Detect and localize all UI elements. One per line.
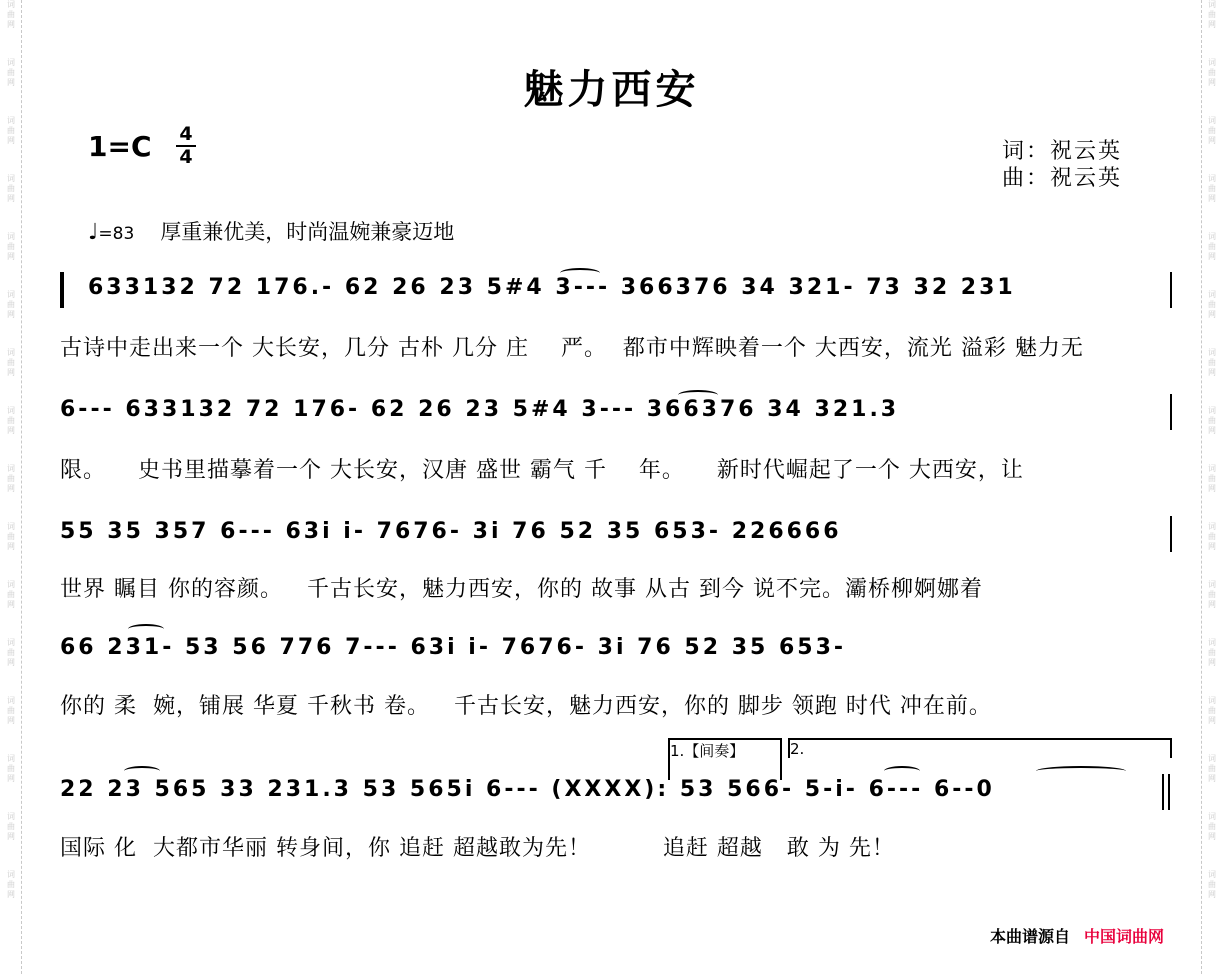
left-watermark: 词曲网 词曲网 词曲网 词曲网 词曲网 词曲网 词曲网 词曲网 词曲网 词曲网 词曲网 词曲网 词曲网 词曲网 词曲网 词曲网 [7, 0, 15, 899]
notation-system [60, 262, 1172, 306]
slur-mark [884, 766, 920, 776]
quarter-note-icon: ♩ [88, 220, 99, 245]
credits [1002, 138, 1122, 192]
time-numerator: 4 [179, 123, 193, 145]
source-attribution [990, 924, 1164, 947]
source-prefix: 本曲谱源自 [990, 927, 1071, 946]
time-signature [176, 124, 196, 168]
bar-line [1170, 394, 1172, 430]
slur-mark [1036, 766, 1126, 776]
final-double-bar [1162, 774, 1164, 810]
bar-line [1170, 516, 1172, 552]
first-ending-label: 1.【间奏】 [670, 742, 745, 760]
notation-line: 633132 72 176.- 62 26 23 5#4 3--- 366376 34 321- 73 32 231 [88, 275, 1016, 300]
second-ending-label: 2. [790, 740, 805, 758]
notation-system [60, 384, 1172, 428]
repeat-start-bar [60, 272, 64, 308]
right-watermark: 词曲网 词曲网 词曲网 词曲网 词曲网 词曲网 词曲网 词曲网 词曲网 词曲网 词曲网 词曲网 词曲网 词曲网 词曲网 词曲网 [1208, 0, 1216, 899]
lyrics-line: 世界 瞩目 你的容颜。 千古长安，魅力西安，你的 故事 从古 到今 说不完。灞桥柳婀娜着 [60, 577, 983, 602]
notation-line: 55 35 357 6--- 63i i- 7676- 3i 76 52 35 653- 226666 [60, 519, 842, 544]
notation-line: 22 23 565 33 231.3 53 565i 6--- (XXXX): 53 566- 5-i- 6--- 6--0 [60, 777, 995, 802]
lyrics-line: 古诗中走出来一个 大长安，几分 古朴 几分 庄 严。 都市中辉映着一个 大西安，流光 溢彩 魅力无 [60, 336, 1084, 361]
lyrics-line: 国际 化 大都市华丽 转身间，你 追赶 超越敢为先！ 追赶 超越 敢 为 先！ [60, 836, 895, 861]
notation-line: 66 231- 53 56 776 7--- 63i i- 7676- 3i 76 52 35 653- [60, 635, 847, 660]
lyrics-line: 限。 史书里描摹着一个 大长安，汉唐 盛世 霸气 千 年。 新时代崛起了一个 大西安，让 [60, 458, 1024, 483]
key-signature: 1=C [88, 130, 152, 163]
song-title: 魅力西安 [523, 67, 700, 113]
source-site-link[interactable]: 中国词曲网 [1084, 927, 1165, 946]
second-ending-bracket [788, 738, 1172, 758]
slur-mark [124, 766, 160, 776]
notation-system [60, 506, 1172, 550]
composer-credit: 曲：祝云英 [1002, 166, 1123, 191]
right-cut-line [1201, 0, 1203, 974]
slur-mark [128, 624, 164, 634]
notation-system [60, 622, 1172, 666]
lyricist-credit: 词：祝云英 [1002, 139, 1123, 164]
tempo-bpm: =83 [98, 224, 135, 244]
slur-mark [678, 390, 718, 400]
slur-mark [560, 268, 600, 278]
tempo-expression: 厚重兼优美，时尚温婉兼豪迈地 [160, 220, 455, 244]
bar-line [1170, 272, 1172, 308]
time-denominator: 4 [176, 145, 196, 168]
lyrics-line: 你的 柔 婉，铺展 华夏 千秋书 卷。 千古长安，魅力西安，你的 脚步 领跑 时代 冲在前。 [60, 694, 992, 719]
left-cut-line [21, 0, 23, 974]
tempo-marking [88, 216, 454, 246]
notation-line: 6--- 633132 72 176- 62 26 23 5#4 3--- 366376 34 321.3 [60, 397, 900, 422]
notation-system [60, 764, 1172, 808]
